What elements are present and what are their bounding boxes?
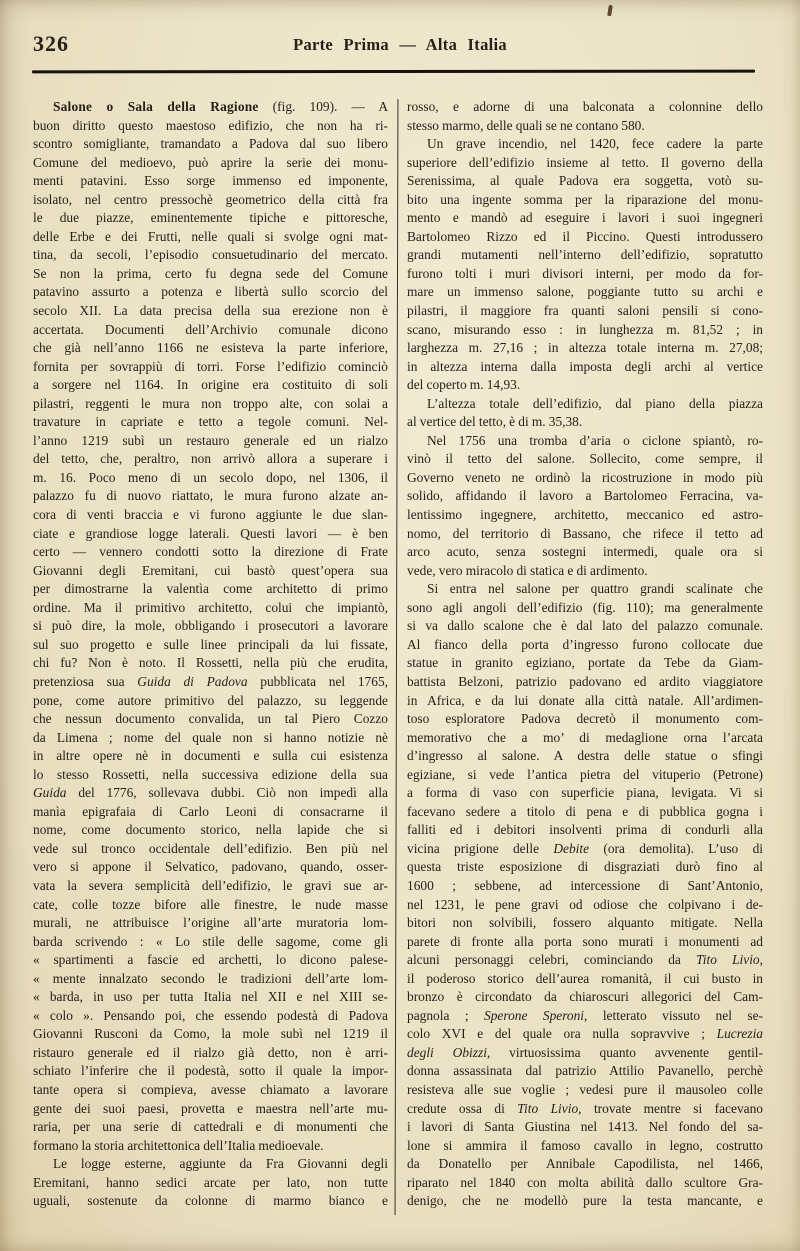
text-line: resisteva alle sue voglie ; vedesi pure il mausoleo colle: [407, 1081, 763, 1097]
text-line: d’ingresso al salone. A destra delle statue o sfingi: [407, 748, 763, 764]
text-line: accertata. Documenti dell’Archivio comunale dicono: [33, 321, 388, 337]
text-line: si va dallo scalone che è dal lato del palazzo comunale.: [407, 618, 763, 634]
text-line: travature in capriate e tetto a tegole comuni. Nel-: [33, 414, 388, 430]
text-line: buon diritto questo maestoso edifizio, che non ha ri-: [33, 117, 388, 133]
text-line: falliti ed i debitori insolventi prima di condurli alla: [407, 822, 763, 838]
text-line: isolato, nel centro pressochè geometrico della città fra: [33, 191, 388, 207]
text-line: da Donatello per Annibale Capodilista, nel 1466,: [407, 1156, 763, 1172]
text-line: Governo veneto ne ordinò la ricostruzione in modo più: [407, 469, 763, 485]
text-line: sul suo progetto e sulle linee principali da lui fissate,: [33, 636, 388, 652]
text-line: scano, misurando esso : in lunghezza m. 81,52 ; in: [407, 321, 763, 337]
text-line: cate, colle tozze bifore alle finestre, le nude masse: [33, 896, 388, 912]
left-column: [33, 99, 388, 1212]
text-line: in altre opere nè in documenti e sulla cui esistenza: [33, 748, 388, 764]
text-line: alcuni personaggi celebri, cominciando da Tito Livio,: [407, 952, 763, 968]
text-line: bronzo è circondato da chiaroscuri allegorici del Cam-: [407, 989, 763, 1005]
text-line: « spartimenti a fascie ed archetti, lo dicono palese-: [33, 952, 388, 968]
running-title: Parte Prima — Alta Italia: [293, 35, 507, 54]
text-line: scontro somigliante, tramandato a Padova dal suo libero: [33, 136, 388, 152]
text-line: che già nell’anno 1166 ne esisteva la parte inferiore,: [33, 340, 388, 356]
text-line: « barda, in uso per tutta Italia nel XII e nel XIII se-: [33, 989, 388, 1005]
text-line: toso esploratore Padova decretò il monumento com-: [407, 711, 763, 727]
text-line: Le logge esterne, aggiunte da Fra Giovanni degli: [53, 1156, 388, 1172]
text-line: Si entra nel salone per quattro grandi scalinate che: [427, 581, 763, 597]
text-line: formano la storia architettonica dell’Italia medioevale.: [33, 1137, 324, 1153]
text-line: tante opera si compieva, avesse chiamato a lavorare: [33, 1081, 388, 1097]
text-line: del coperto m. 14,93.: [407, 377, 521, 393]
text-line: chi fu? Non è noto. Il Rossetti, nella più che erudita,: [33, 655, 388, 671]
text-line: ordine. Ma il primitivo architetto, colui che impiantò,: [33, 599, 388, 615]
text-line: nel 1231, le pene gravi od odiose che colpivano i de-: [407, 896, 763, 912]
text-line: menti patavini. Esso sorge immenso ed imponente,: [33, 173, 388, 189]
text-line: Se non la prima, certo fu degna sede del Comune: [33, 265, 388, 281]
text-line: le due piazze, eminentemente tipiche e pittoresche,: [33, 210, 388, 226]
text-line: « mente innalzato secondo le tradizioni dell’arte lom-: [33, 970, 388, 986]
text-line: per dimostrarne la valentìa come architetto di primo: [33, 581, 388, 597]
text-line: lone si ammira il famoso cavallo in legno, costrutto: [407, 1137, 763, 1153]
text-line: Salone o Sala della Ragione (fig. 109). — A: [53, 99, 388, 114]
text-line: uguali, sostenute da colonne di marmo bianco e: [33, 1193, 388, 1209]
text-line: superiore dell’edifizio insieme al tetto. Il governo della: [407, 154, 763, 170]
text-line: battista Belzoni, patrizio padovano ed ardito viaggiatore: [407, 673, 763, 689]
text-line: vata la severa semplicità dell’edifizio, le gravi sue ar-: [33, 877, 388, 893]
text-line: si può dire, la mole, obbligando i prosecutori a lavorare: [33, 618, 388, 634]
text-line: lo stesso Rossetti, nella successiva edizione della sua: [33, 766, 388, 782]
text-line: murali, ne attribuisce l’origine all’arte muratoria lom-: [33, 915, 388, 931]
text-line: Guida del 1776, sollevava dubbi. Ciò non impedì alla: [33, 785, 388, 801]
text-line: delle Erbe e dei Frutti, nelle quali si svolge ogni mat-: [33, 228, 388, 244]
text-line: ciate e grandiose logge laterali. Questi lavori — è ben: [33, 525, 388, 541]
text-line: gente dei suoi paesi, provetta e maestra nell’arte mu-: [33, 1100, 388, 1116]
text-line: riparato nel 1840 con molta abilità dallo scultore Gra-: [407, 1174, 763, 1190]
text-line: larghezza m. 27,16 ; in altezza totale interna m. 27,08;: [407, 340, 763, 356]
text-line: memorativo che a mo’ di medaglione orna l’arcata: [407, 729, 763, 745]
text-line: del tetto, che, peraltro, non arrivò allora a superare i: [33, 451, 388, 467]
text-line: solido, affidando il lavoro a Bartolomeo Ferracina, va-: [407, 488, 763, 504]
text-line: cora di venti braccia e vi furono aggiunte le due slan-: [33, 507, 388, 523]
text-line: denigo, che ne modellò pure la testa mancante, e: [407, 1193, 763, 1209]
text-line: fornita per sovrappiù di torri. Forse l’edifizio cominciò: [33, 358, 388, 374]
text-line: bitori non solvibili, fossero alquanto mitigate. Nella: [407, 915, 763, 931]
text-line: L’altezza totale dell’edifizio, dal piano della piazza: [427, 395, 763, 411]
ink-blemish: [607, 5, 613, 16]
text-line: credute ossa di Tito Livio, trovate mentre si facevano: [407, 1100, 763, 1116]
text-line: mare un immenso salone, poggiante tutto su archi e: [407, 284, 763, 300]
text-line: il poderoso storico dell’aurea romanità, il cui busto in: [407, 970, 763, 986]
text-line: bito una ingente somma per la riparazione del monu-: [407, 191, 763, 207]
text-line: colo XVI e del quale ora nulla sopravvive ; Lucrezia: [407, 1026, 763, 1042]
text-line: Al fianco della porta d’ingresso furono collocate due: [407, 636, 763, 652]
text-line: « colo ». Pensando poi, che essendo podestà di Padova: [33, 1007, 388, 1023]
text-line: raria, per una serie di cattedrali e di monumenti che: [33, 1119, 388, 1135]
text-line: l’anno 1219 subì un restauro generale ed un rialzo: [33, 432, 388, 448]
text-line: egiziane, si vede l’antica pietra del vituperio (Petrone): [407, 766, 763, 782]
text-line: manìa epigrafaia di Carlo Leoni di consacrarne il: [33, 803, 388, 819]
text-line: palazzo fu di nuovo riattato, le mura furono alzate an-: [33, 488, 388, 504]
text-line: a forma di vaso con superficie piana, levigata. Vi si: [407, 785, 763, 801]
text-line: in Africa, e da lui donate alla città natale. All’ardimen-: [407, 692, 763, 708]
page-number: 326: [33, 31, 69, 56]
text-line: sono agli angoli dell’edifizio (fig. 110); ma generalmente: [407, 599, 763, 615]
text-line: pilastri, reggenti le mura non troppo alte, con solai a: [33, 395, 388, 411]
text-line: degli Obizzi, virtuosissima quanto avvenente gentil-: [407, 1044, 763, 1060]
text-line: Un grave incendio, nel 1420, fece cadere la parte: [427, 136, 763, 152]
text-line: Eremitani, hanno sedici arcate per lato, non tutte: [33, 1174, 388, 1190]
text-line: 1600 ; sebbene, ad intercessione di Sant’Antonio,: [407, 877, 763, 893]
text-line: stesso marmo, delle quali se ne contano 580.: [407, 117, 645, 133]
text-line: donna assassinata dal patrizio Attilio Pavanello, perchè: [407, 1063, 763, 1079]
text-line: in altezza interna dalla imposta degli archi al vertice: [407, 358, 763, 374]
text-line: Giovanni degli Eremitani, cui bastò quest’opera sua: [33, 562, 388, 578]
text-line: furono tolti i muri divisori interni, per modo da for-: [407, 265, 763, 281]
text-line: Nel 1756 una tromba d’aria o ciclone spiantò, ro-: [427, 432, 763, 448]
text-line: nome, come documento storico, nella lapide che si: [33, 822, 388, 838]
text-line: lentissimo ingegnere, architetto, meccanico ed astro-: [407, 507, 763, 523]
text-line: certo — vennero condotti sotto la direzione di Frate: [33, 544, 388, 560]
text-line: vinò il tetto del salone. Sollecito, come sempre, il: [407, 451, 763, 467]
text-line: mento e mandò ad eseguire i lavori i suoi ingegneri: [407, 210, 763, 226]
text-line: i lavori di Santa Giustina nel 1413. Nel fondo del sa-: [407, 1119, 763, 1135]
text-line: secolo XII. La data precisa della sua erezione non è: [33, 303, 388, 319]
text-line: questa triste esposizione di disgraziati durò fino al: [407, 859, 763, 875]
text-line: Giovanni Rusconi da Como, la mole subì nel 1219 il: [33, 1026, 388, 1042]
text-line: rosso, e adorne di una balconata a colonnine dello: [407, 99, 763, 114]
text-line: vero si appone il Selvatico, padovano, quando, osser-: [33, 859, 388, 875]
text-line: m. 16. Poco meno di un secolo dopo, nel 1306, il: [33, 469, 388, 485]
text-line: a sorgere nel 1164. In origine era costituito di soli: [33, 377, 388, 393]
text-line: da Limena ; nome del quale non si hanno notizie nè: [33, 729, 388, 745]
text-line: pagnola ; Sperone Speroni, letterato vissuto nel se-: [407, 1007, 763, 1023]
text-line: pilastri, il maggiore fra quanti saloni pensili si cono-: [407, 303, 763, 319]
column-divider-rule: [395, 99, 399, 1215]
text-line: ristauro generale ed il rialzo già detto, non è arri-: [33, 1044, 388, 1060]
text-line: al vertice del tetto, è di m. 35,38.: [407, 414, 583, 430]
text-line: vede, vero miracolo di statica e di ardimento.: [407, 562, 648, 578]
text-line: facevano sedere a titolo di pena e di pubblica gogna i: [407, 803, 763, 819]
text-line: statue in granito egiziano, portate da Tebe da Giam-: [407, 655, 763, 671]
text-line: vede sul tronco occidentale dell’edifizio. Ben più nel: [33, 840, 388, 856]
text-line: patavino assurto a potenza e libertà sullo scorcio del: [33, 284, 388, 300]
text-line: Bartolomeo Rizzo ed il Piccino. Questi introdussero: [407, 228, 763, 244]
text-line: pone, come autore primitivo del palazzo, su leggende: [33, 692, 388, 708]
text-line: pretenziosa sua Guida di Padova pubblicata nel 1765,: [33, 673, 388, 689]
text-line: barda scrivendo : « Lo stile delle sagome, come gli: [33, 933, 388, 949]
header-rule: [32, 70, 755, 73]
right-column: [407, 99, 763, 1212]
text-line: tina, da secoli, l’episodio consuetudinario del mercato.: [33, 247, 388, 263]
text-line: Serenissima, al quale Padova era soggetta, votò su-: [407, 173, 763, 189]
text-line: schiato l’inferire che il podestà, sotto il quale la impor-: [33, 1063, 388, 1079]
text-line: Comune del medioevo, può aprire la serie dei monu-: [33, 154, 388, 170]
text-line: vicina prigione delle Debite (ora demolita). L’uso di: [407, 840, 763, 856]
text-line: grandi mutamenti nell’interno dell’edifizio, sopratutto: [407, 247, 763, 263]
text-line: nomo, del territorio di Bassano, che rifece il tetto ad: [407, 525, 763, 541]
text-line: che nessun documento convalida, un tal Piero Cozzo: [33, 711, 388, 727]
text-line: parete di fronte alla porta sono murati i monumenti ad: [407, 933, 763, 949]
text-line: arco acuto, senza sostegni intermedi, quale ora si: [407, 544, 763, 560]
